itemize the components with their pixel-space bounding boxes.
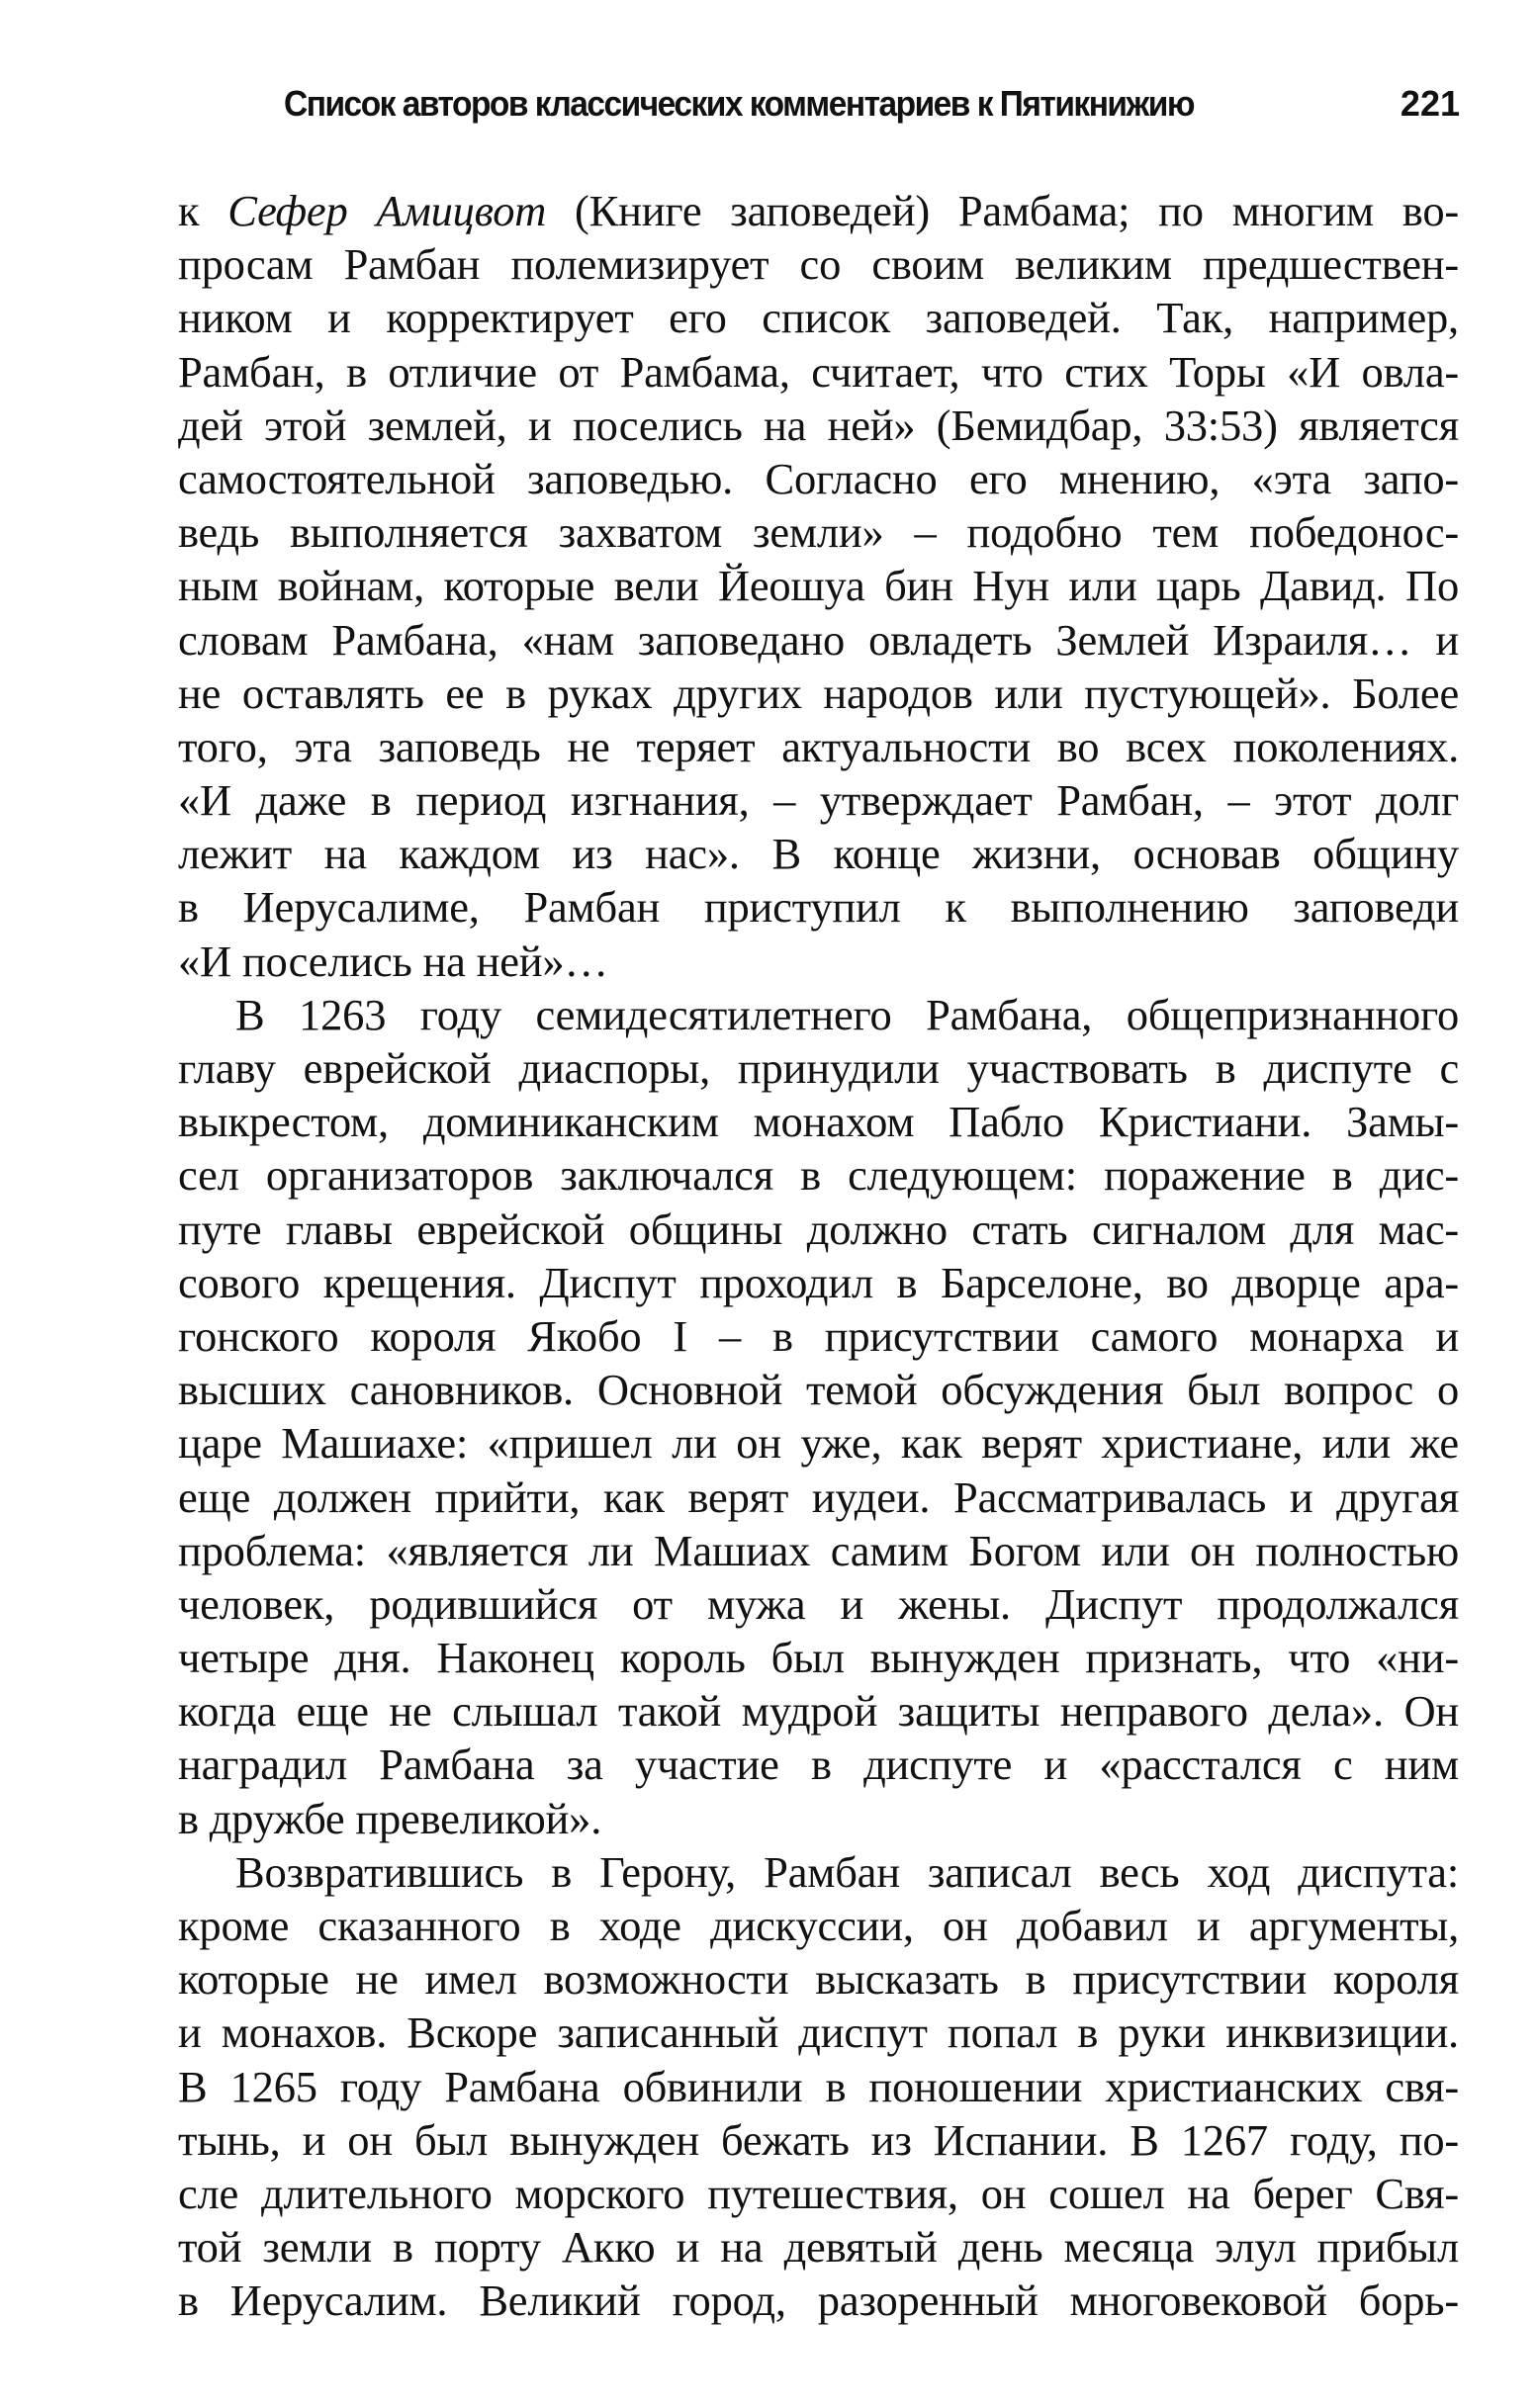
text-line: наградил Рамбана за участие в диспуте и «расстался с ним [178, 1739, 1459, 1790]
text-line: лежит на каждом из нас». В конце жизни, основав общину [178, 829, 1459, 879]
text-line: четыре дня. Наконец король был вынужден признать, что «ни- [178, 1633, 1459, 1683]
paragraph [178, 184, 1459, 988]
text-run: к [178, 186, 228, 235]
page-number: 221 [1400, 83, 1460, 124]
text-line: главу еврейской диаспоры, принудили участвовать в диспуте с [178, 1043, 1459, 1093]
text-line: гонского короля Якобо I – в присутствии самого монарха и [178, 1310, 1459, 1361]
text-line: ным войнам, которые вели Йеошуа бин Нун или царь Давид. По [178, 561, 1459, 611]
text-line: дей этой землей, и поселись на ней» (Бемидбар, 33:53) является [178, 400, 1459, 450]
text-line: ником и корректирует его список заповедей. Так, например, [178, 293, 1459, 343]
text-line: ведь выполняется захватом земли» – подобно тем победонос- [178, 507, 1459, 558]
text-line: той земли в порту Акко и на девятый день месяца элул прибыл [178, 2222, 1459, 2273]
running-header [166, 83, 1460, 142]
text-line: Возвратившись в Герону, Рамбан записал весь ход диспута: [235, 1846, 1459, 1897]
running-title: Список авторов классических комментариев к Пятикнижию [284, 83, 1194, 124]
text-line: в Иерусалим. Великий город, разоренный многовековой борь- [178, 2275, 1459, 2326]
text-line: В 1263 году семидесятилетнего Рамбана, общепризнанного [235, 989, 1459, 1039]
text-line: «И даже в период изгнания, – утверждает Рамбан, – этот долг [178, 775, 1459, 826]
text-line: когда еще не слышал такой мудрой защиты неправого дела». Он [178, 1686, 1459, 1737]
text-line: словам Рамбана, «нам заповедано овладеть Землей Израиля… и [178, 614, 1459, 665]
text-line: человек, родившийся от мужа и жены. Диспут продолжался [178, 1578, 1459, 1629]
text-line: и монахов. Вскоре записанный диспут попал в руки инквизиции. [178, 2007, 1459, 2058]
text-run: (Книге заповедей) Рамбама; по многим во- [546, 186, 1459, 235]
text-line: самостоятельной заповедью. Согласно его мнению, «эта запо- [178, 453, 1459, 503]
text-line: В 1265 году Рамбана обвинили в поношении христианских свя- [178, 2061, 1459, 2111]
book-title-italic: Сефер Амицвот [227, 186, 547, 235]
text-line: тынь, и он был вынужден бежать из Испании. В 1267 году, по- [178, 2114, 1459, 2165]
text-line: «И поселись на ней»… [178, 936, 608, 986]
text-line: которые не имел возможности высказать в присутствии короля [178, 1954, 1459, 2005]
text-line: сле длительного морского путешествия, он сошел на берег Свя- [178, 2168, 1459, 2218]
body-text [178, 184, 1459, 2328]
text-line: путе главы еврейской общины должно стать сигналом для мас- [178, 1204, 1459, 1254]
text-line: кроме сказанного в ходе дискуссии, он добавил и аргументы, [178, 1901, 1459, 1950]
text-line: выкрестом, доминиканским монахом Пабло Кристиани. Замы- [178, 1097, 1459, 1147]
text-line: еще должен прийти, как верят иудеи. Рассматривалась и другая [178, 1472, 1459, 1522]
paragraph [178, 988, 1459, 1845]
text-line: Рамбан, в отличие от Рамбама, считает, что стих Торы «И овла- [178, 346, 1459, 397]
text-line: высших сановников. Основной темой обсуждения был вопрос о [178, 1365, 1459, 1415]
text-line: в Иерусалиме, Рамбан приступил к выполнению заповеди [178, 882, 1459, 933]
text-line: не оставлять ее в руках других народов или пустующей». Более [178, 668, 1459, 718]
text-line [178, 184, 1459, 237]
text-line: царе Машиахе: «пришел ли он уже, как верят христиане, или же [178, 1418, 1459, 1469]
text-line: того, эта заповедь не теряет актуальности во всех поколениях. [178, 721, 1459, 771]
text-line: в дружбе превеликой». [178, 1793, 602, 1843]
text-line: просам Рамбан полемизирует со своим великим предшествен- [178, 239, 1459, 290]
text-line: сел организаторов заключался в следующем: поражение в дис- [178, 1150, 1459, 1201]
text-line: проблема: «является ли Машиах самим Богом или он полностью [178, 1525, 1459, 1575]
text-line: сового крещения. Диспут проходил в Барселоне, во дворце ара- [178, 1257, 1459, 1307]
paragraph [178, 1845, 1459, 2328]
